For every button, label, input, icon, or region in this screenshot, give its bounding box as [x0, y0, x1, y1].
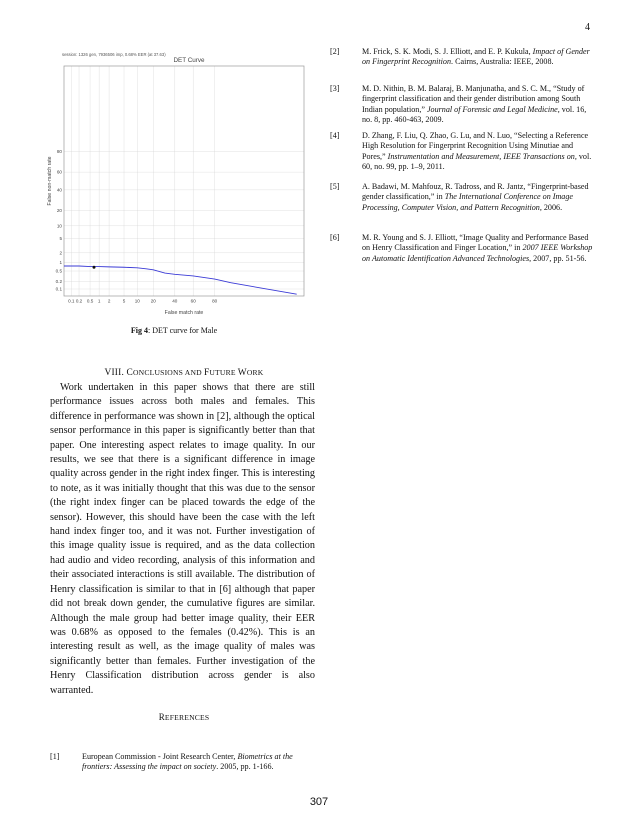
y-tick-label: 0.1: [55, 286, 62, 292]
reference-text: M. Frick, S. K. Modi, S. J. Elliott, and E. P. Kukula, Impact of Gender on Fingerprint Recognition. Cairns, Australia: IEEE, 2008.: [362, 47, 590, 67]
det-curve-chart: [44, 48, 314, 320]
eer-point: [93, 266, 96, 269]
chart-grid: [64, 66, 304, 296]
section-heading: [50, 368, 318, 378]
x-tick-label: 0.2: [75, 298, 83, 304]
x-tick-label: 2: [107, 298, 111, 304]
section-numeral: VIII.: [104, 368, 124, 378]
x-axis-label: False match rate: [164, 310, 204, 316]
figure-caption-text: : DET curve for Male: [147, 326, 218, 335]
reference-number: [4]: [330, 131, 340, 140]
x-tick-label: 40: [172, 298, 178, 304]
reference-text: European Commission - Joint Research Center, Biometrics at the frontiers: Assessing the impact on society. 2005, pp. 1-166.: [82, 752, 293, 772]
reference-text: D. Zhang, F. Liu, Q. Zhao, G. Lu, and N. Luo, “Selecting a Reference High Resolution for Fingerprint Recognition Using Minutiae and Pores,” Instrumentation and Measurement, IEEE Transactions on, vol. 60, no. 99, pp. 1–9, 2011.: [362, 131, 592, 172]
x-tick-label: 80: [212, 298, 218, 304]
plot-frame: [64, 66, 304, 296]
x-tick-labels: [68, 299, 218, 304]
page-number-top: 4: [585, 22, 590, 33]
figure-caption: [44, 326, 304, 335]
section-title-part: F: [203, 368, 210, 378]
section-title-part: C: [126, 368, 133, 378]
reference-number: [6]: [330, 233, 340, 242]
y-tick-label: 40: [56, 187, 62, 193]
x-tick-label: 1: [97, 298, 101, 304]
chart-header-note: session: 1326 gen, 7936506 imp, 0.68% EER (at 37.63): [62, 52, 166, 57]
reference-number: [5]: [330, 182, 340, 191]
conclusions-paragraph: Work undertaken in this paper shows that there are still performance issues across both males and females. This difference in performance was shown in [2], although the optical sensor performance in this paper is significantly better than that paper. One interesting aspect relates to image quality. In our results, we see that there is a significant difference in image quality across gender in the right index finger. This is interesting to note, as it was initially thought that this was due to the sensor (the right index finger can be placed towards the edge of the sensor). However, this should have been the case with the left hand index finger too, and it was not. Further investigation of this image quality issue is required, and as the data collection had audio and video recording, analysis of this information and their associated interactions is still available. The distribution of Henry classification is similar to that in [6] although that paper did not break down gender, the cumulative figures are similar. Although the male group had better image quality, their EER was 0.68% as opposed to the females (0.42%). This is an interesting result as well, as the image quality of males was significantly better than females. Further investigation of the Henry Classification distribution across gender is also warranted.: [50, 382, 315, 696]
y-tick-label: 5: [59, 236, 62, 242]
chart-title: DET Curve: [173, 57, 205, 64]
x-tick-label: 5: [122, 298, 126, 304]
y-tick-label: 10: [56, 223, 62, 229]
section-title-part: UTURE: [209, 368, 238, 377]
y-tick-label: 0.2: [55, 279, 62, 285]
y-tick-label: 20: [56, 208, 62, 214]
x-tick-label: 60: [190, 298, 196, 304]
section-title-part: ORK: [246, 368, 264, 377]
references-heading-part: R: [158, 712, 165, 722]
y-tick-label: 60: [56, 169, 62, 175]
reference-text: M. R. Young and S. J. Elliott, “Image Quality and Performance Based on Henry Classification and Finger Location,” in 2007 IEEE Workshop on Automatic Identification Advanced Technologies, 2007, pp. 51-56.: [362, 233, 593, 263]
x-tick-label: 20: [150, 298, 156, 304]
x-tick-label: 0.1: [68, 298, 75, 304]
reference-number: [3]: [330, 84, 340, 93]
y-tick-label: 0.5: [55, 268, 62, 274]
y-axis-label: False non-match rate: [47, 156, 53, 206]
y-tick-label: 1: [59, 259, 62, 265]
reference-text: A. Badawi, M. Mahfouz, R. Tadross, and R. Jantz, “Fingerprint-based gender classification,” in The International Conference on Image Processing, Computer Vision, and Pattern Recognition, 2006.: [362, 182, 589, 212]
reference-text: M. D. Nithin, B. M. Balaraj, B. Manjunatha, and S. C. M., “Study of fingerprint classification and their gender distribution among South Indian population,” Journal of Forensic and Legal Medicine, vol. 16, no. 8, pp. 460-463, 2009.: [362, 84, 587, 125]
y-tick-labels: [56, 149, 63, 291]
y-tick-label: 2: [59, 250, 62, 256]
page-number-bottom: 307: [309, 796, 329, 808]
series-line-det: [64, 266, 297, 294]
x-tick-label: 0.5: [86, 298, 94, 304]
section-title-part: ONCLUSIONS AND: [133, 368, 204, 377]
reference-number: [2]: [330, 47, 340, 56]
reference-number: [1]: [50, 752, 60, 761]
figure-caption-label: Fig 4: [130, 326, 148, 335]
references-heading: [50, 712, 318, 722]
section-title-part: W: [237, 368, 247, 378]
references-heading-part: EFERENCES: [164, 713, 210, 722]
x-tick-label: 10: [134, 298, 140, 304]
y-tick-label: 80: [56, 149, 62, 155]
